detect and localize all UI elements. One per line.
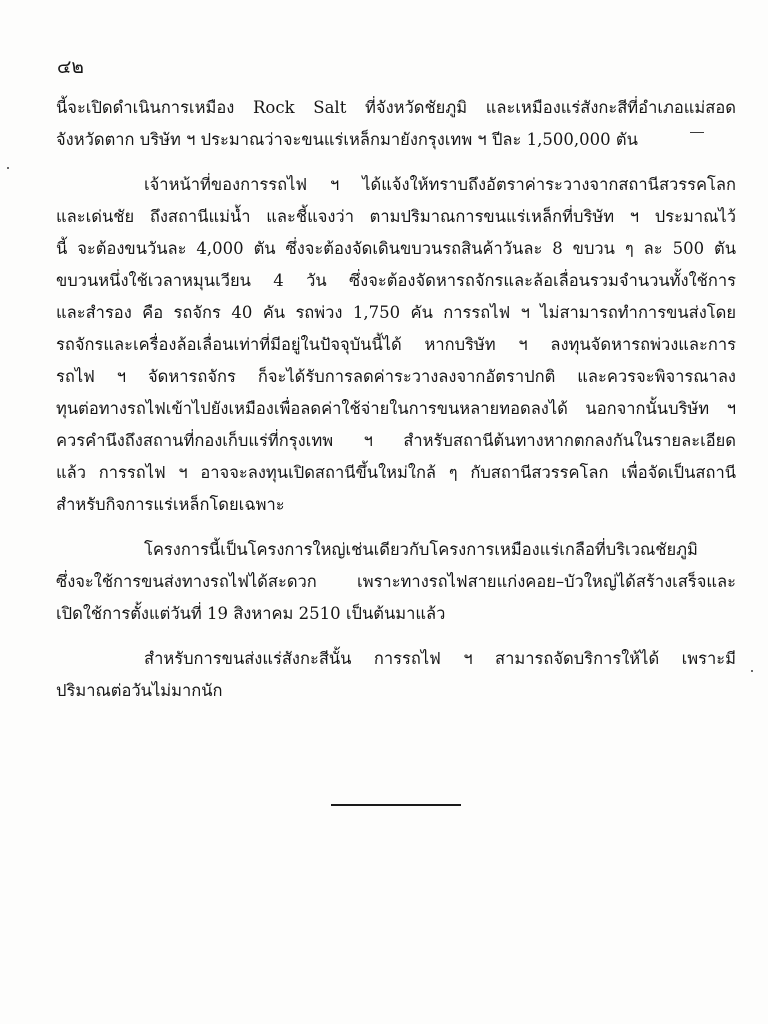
scan-mark	[690, 132, 704, 133]
paragraph-2-line-9: ควรคำนึงถึงสถานที่กองเก็บแร่ที่กรุงเทพ ฯ สำหรับสถานีต้นทางหากตกลงกันในรายละเอียด	[56, 431, 736, 450]
paragraph-2-line-10: แล้ว การรถไฟ ฯ อาจจะลงทุนเปิดสถานีขึ้นใหม่ใกล้ ๆ กับสถานีสวรรคโลก เพื่อจัดเป็นสถานี	[56, 463, 736, 482]
paragraph-2-line-6: รถจักรและเครื่องล้อเลื่อนเท่าที่มีอยู่ในปัจจุบันนี้ได้ หากบริษัท ฯ ลงทุนจัดหารถพ่วงและการ	[56, 335, 736, 354]
paragraph-2-line-5: และสำรอง คือ รถจักร 40 คัน รถพ่วง 1,750 คัน การรถไฟ ฯ ไม่สามารถทำการขนส่งโดย	[56, 303, 736, 322]
scan-speck	[7, 167, 9, 169]
paragraph-2-line-1: เจ้าหน้าที่ของการรถไฟ ฯ ได้แจ้งให้ทราบถึงอัตราค่าระวางจากสถานีสวรรคโลก	[144, 175, 736, 194]
paragraph-1-line-1: นี้จะเปิดดำเนินการเหมือง Rock Salt ที่จังหวัดชัยภูมิ และเหมืองแร่สังกะสีที่อำเภอแม่สอด	[56, 98, 736, 117]
paragraph-3-line-2: ซึ่งจะใช้การขนส่งทางรถไฟได้สะดวก เพราะทางรถไฟสายแก่งคอย–บัวใหญ่ได้สร้างเสร็จและ	[56, 572, 736, 591]
paragraph-2-line-11: สำหรับกิจการแร่เหล็กโดยเฉพาะ	[56, 495, 285, 514]
paragraph-2-line-2: และเด่นชัย ถึงสถานีแม่น้ำ และชี้แจงว่า ตามปริมาณการขนแร่เหล็กที่บริษัท ฯ ประมาณไว้	[56, 207, 736, 226]
paragraph-2-line-3: นี้ จะต้องขนวันละ 4,000 ตัน ซึ่งจะต้องจัดเดินขบวนรถสินค้าวันละ 8 ขบวน ๆ ละ 500 ตัน	[56, 239, 736, 258]
paragraph-4-line-1: สำหรับการขนส่งแร่สังกะสีนั้น การรถไฟ ฯ สามารถจัดบริการให้ได้ เพราะมี	[144, 649, 736, 668]
page-number: ๔๒	[57, 56, 84, 78]
end-rule	[331, 804, 461, 806]
paragraph-2-line-7: รถไฟ ฯ จัดหารถจักร ก็จะได้รับการลดค่าระวางลงจากอัตราปกติ และควรจะพิจารณาลง	[56, 367, 736, 386]
paragraph-2-line-4: ขบวนหนึ่งใช้เวลาหมุนเวียน 4 วัน ซึ่งจะต้องจัดหารถจักรและล้อเลื่อนรวมจำนวนทั้งใช้การ	[56, 271, 736, 290]
paragraph-3-line-3: เปิดใช้การตั้งแต่วันที่ 19 สิงหาคม 2510 เป็นต้นมาแล้ว	[56, 604, 446, 623]
paragraph-3-line-1: โครงการนี้เป็นโครงการใหญ่เช่นเดียวกับโครงการเหมืองแร่เกลือที่บริเวณชัยภูมิ	[144, 540, 698, 559]
paragraph-1-line-2: จังหวัดตาก บริษัท ฯ ประมาณว่าจะขนแร่เหล็กมายังกรุงเทพ ฯ ปีละ 1,500,000 ตัน	[56, 130, 638, 149]
scan-speck	[751, 670, 753, 672]
paragraph-4-line-2: ปริมาณต่อวันไม่มากนัก	[56, 681, 223, 700]
paragraph-2-line-8: ทุนต่อทางรถไฟเข้าไปยังเหมืองเพื่อลดค่าใช้จ่ายในการขนหลายทอดลงได้ นอกจากนั้นบริษัท ฯ	[56, 399, 736, 418]
